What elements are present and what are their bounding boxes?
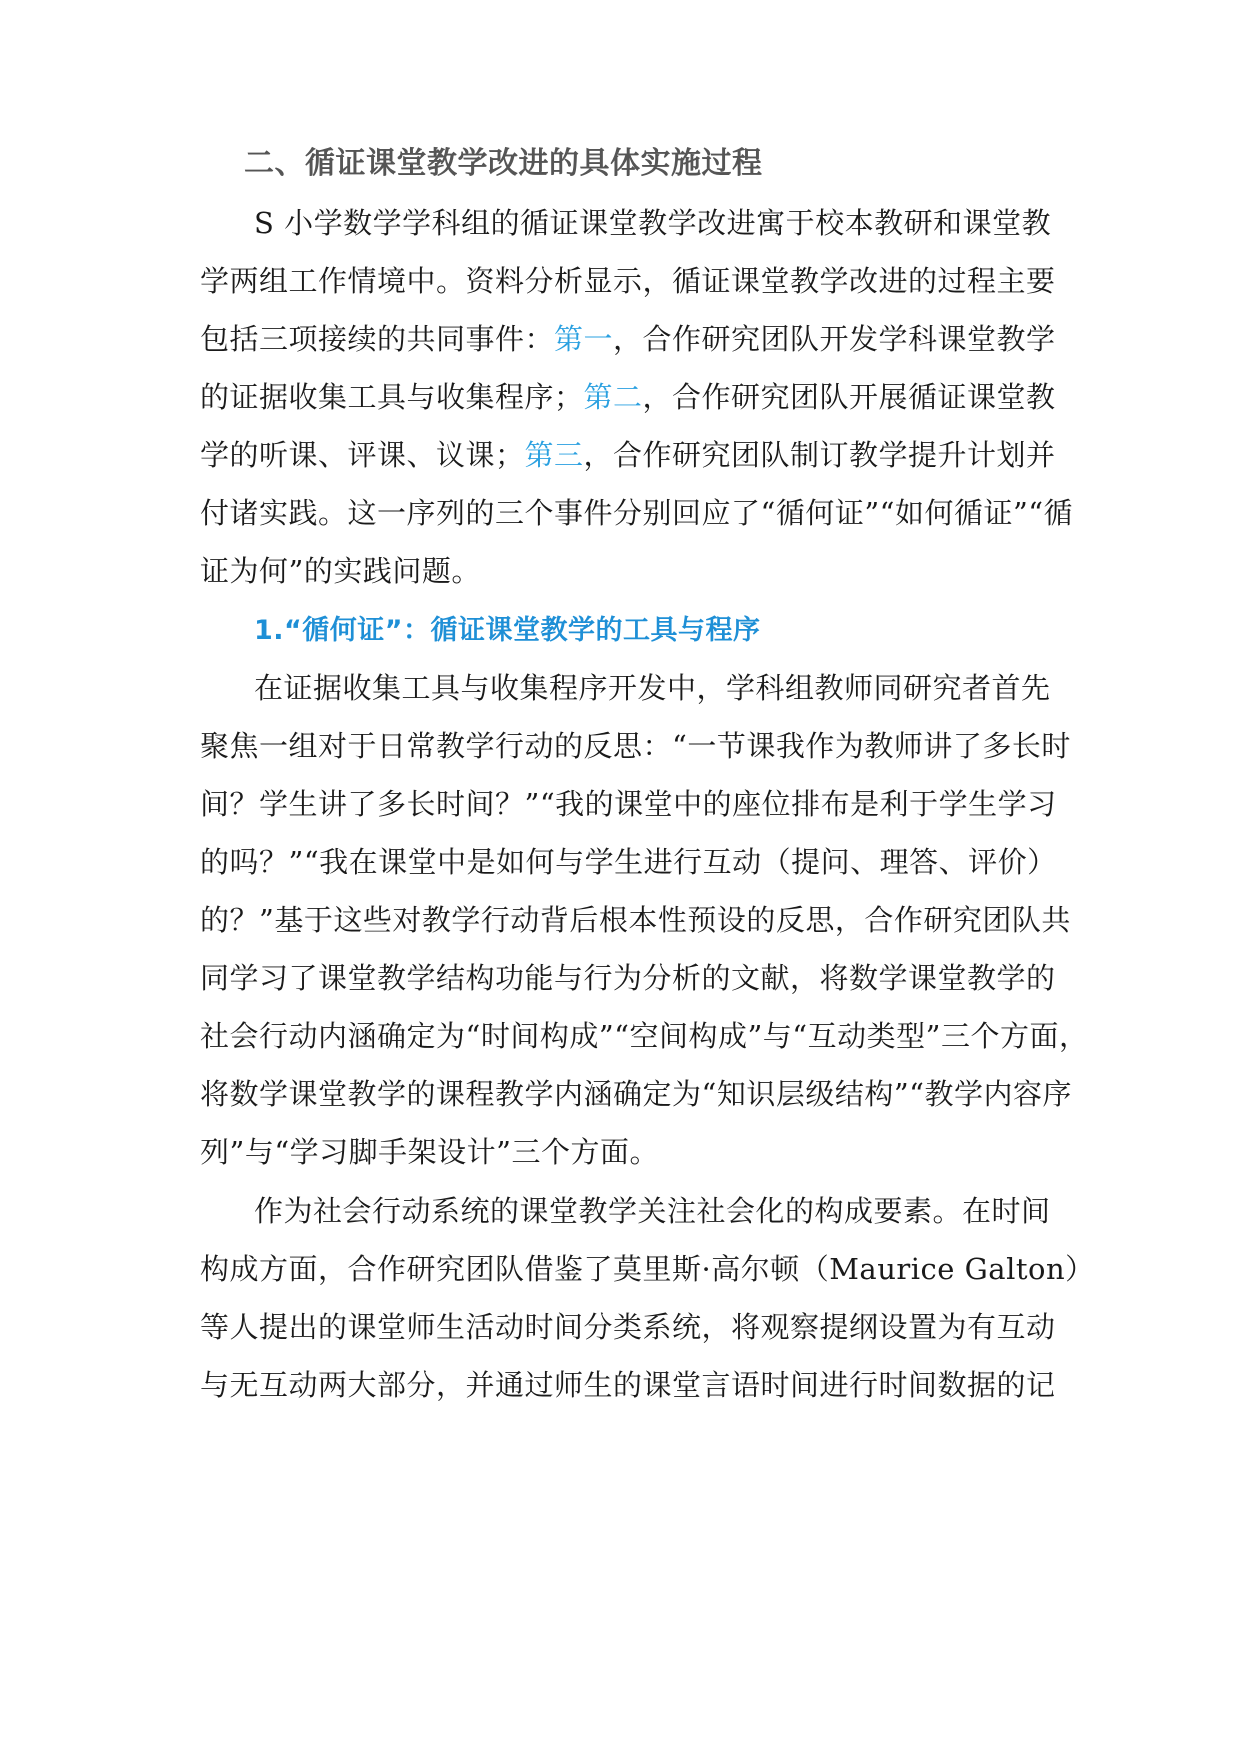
paragraph-3-line-2: 构成方面，合作研究团队借鉴了莫里斯·高尔顿（Maurice Galton） (200, 1252, 1095, 1286)
paragraph-1-line-6: 付诸实践。这一序列的三个事件分别回应了“循何证”“如何循证”“循 (200, 496, 1074, 530)
paragraph-2-line-1: 在证据收集工具与收集程序开发中，学科组教师同研究者首先 (254, 671, 1051, 705)
section-heading: 二、循证课堂教学改进的具体实施过程 (244, 146, 763, 181)
text-span: ，合作研究团队开发学科课堂教学 (613, 322, 1056, 356)
paragraph-2-line-4: 的吗？”“我在课堂中是如何与学生进行互动（提问、理答、评价） (200, 845, 1057, 879)
paragraph-2-line-3: 间？学生讲了多长时间？”“我的课堂中的座位排布是利于学生学习 (200, 787, 1057, 821)
paragraph-3-line-3: 等人提出的课堂师生活动时间分类系统，将观察提纲设置为有互动 (200, 1310, 1056, 1344)
paragraph-1-line-5 (200, 435, 1060, 475)
subsection-heading: 1.“循何证”：循证课堂教学的工具与程序 (254, 615, 761, 646)
paragraph-1-line-2: 学两组工作情境中。资料分析显示，循证课堂教学改进的过程主要 (200, 264, 1056, 298)
paragraph-2-line-9: 列”与“学习脚手架设计”三个方面。 (200, 1135, 659, 1169)
text-span: 包括三项接续的共同事件： (200, 322, 555, 356)
highlight-first: 第一 (554, 322, 614, 356)
paragraph-2-line-5: 的？”基于这些对教学行动背后根本性预设的反思，合作研究团队共 (200, 903, 1071, 937)
paragraph-1-line-7: 证为何”的实践问题。 (200, 554, 481, 588)
highlight-third: 第三 (524, 438, 584, 472)
paragraph-1-line-1: S 小学数学学科组的循证课堂教学改进寓于校本教研和课堂教 (254, 206, 1052, 240)
text-span: 的证据收集工具与收集程序； (200, 380, 584, 414)
paragraph-2-line-7: 社会行动内涵确定为“时间构成”“空间构成”与“互动类型”三个方面， (200, 1019, 1089, 1053)
paragraph-2-line-8: 将数学课堂教学的课程教学内涵确定为“知识层级结构”“教学内容序 (200, 1077, 1072, 1111)
paragraph-2-line-6: 同学习了课堂教学结构功能与行为分析的文献，将数学课堂教学的 (200, 961, 1056, 995)
paragraph-2-line-2: 聚焦一组对于日常教学行动的反思：“一节课我作为教师讲了多长时 (200, 729, 1071, 763)
text-span: ，合作研究团队制订教学提升计划并 (583, 438, 1056, 472)
paragraph-3-line-1: 作为社会行动系统的课堂教学关注社会化的构成要素。在时间 (254, 1194, 1051, 1228)
text-span: ，合作研究团队开展循证课堂教 (642, 380, 1056, 414)
paragraph-1-line-3 (200, 319, 1060, 359)
highlight-second: 第二 (583, 380, 643, 414)
text-span: 学的听课、评课、议课； (200, 438, 525, 472)
paragraph-1-line-4 (200, 377, 1060, 417)
paragraph-3-line-4: 与无互动两大部分，并通过师生的课堂言语时间进行时间数据的记 (200, 1368, 1056, 1402)
